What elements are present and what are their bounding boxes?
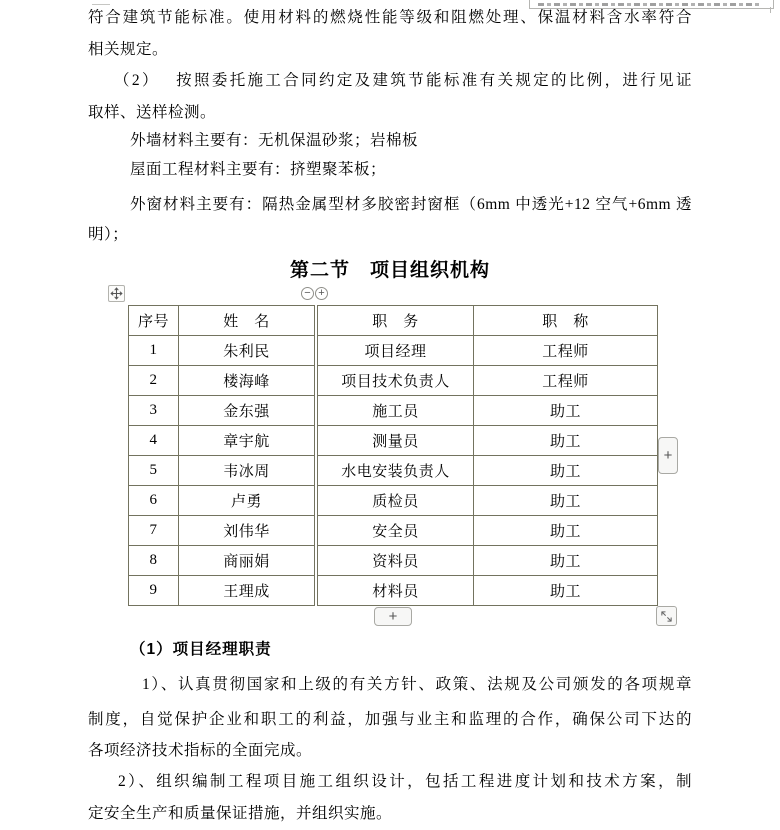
table-row: [318, 336, 658, 366]
table-row: [318, 396, 658, 426]
table-header-cell: 职 务: [318, 306, 474, 336]
table-row: [129, 366, 315, 396]
doc-line: 外墙材料主要有：无机保温砂浆；岩棉板: [130, 132, 419, 149]
table-cell: 助工: [474, 396, 658, 426]
table-cell: 金东强: [179, 396, 315, 426]
table-cell: 质检员: [318, 486, 474, 516]
table-move-handle[interactable]: [108, 285, 125, 302]
doc-line: 屋面工程材料主要有：挤塑聚苯板；: [130, 161, 387, 178]
cropped-panel-border: [770, 7, 771, 13]
add-column-button[interactable]: [658, 437, 678, 474]
table-resize-button[interactable]: [656, 606, 677, 626]
table-cell: 助工: [474, 516, 658, 546]
doc-line: 定安全生产和质量保证措施，并组织实施。: [88, 805, 393, 822]
sub-heading: （1）项目经理职责: [130, 641, 272, 658]
table-cell: 王理成: [179, 576, 315, 606]
doc-line: 制度，自觉保护企业和职工的利益，加强与业主和监理的合作，确保公司下达的: [88, 711, 692, 728]
collapse-column-button[interactable]: [301, 287, 314, 300]
table-cell: 助工: [474, 426, 658, 456]
doc-line: 外窗材料主要有：隔热金属型材多胶密封窗框（6mm 中透光+12 空气+6mm 透: [130, 196, 692, 213]
table-row: [318, 486, 658, 516]
table-cell: 韦冰周: [179, 456, 315, 486]
plus-icon: +: [388, 608, 398, 625]
table-cell: 刘伟华: [179, 516, 315, 546]
table-cell: 项目技术负责人: [318, 366, 474, 396]
doc-line: （2） 按照委托施工合同约定及建筑节能标准有关规定的比例，进行见证: [114, 72, 692, 89]
table-row: [129, 396, 315, 426]
table-cell: 章宇航: [179, 426, 315, 456]
table-header-cell: 序号: [129, 306, 179, 336]
doc-line: 1）、认真贯彻国家和上级的有关方针、政策、法规及公司颁发的各项规章: [142, 676, 692, 693]
table-cell: 材料员: [318, 576, 474, 606]
table-row: [129, 486, 315, 516]
table-cell: 工程师: [474, 366, 658, 396]
table-cell: 9: [129, 576, 179, 606]
table-cell: 2: [129, 366, 179, 396]
section-title: 第二节 项目组织机构: [289, 260, 490, 281]
expand-column-button[interactable]: [315, 287, 328, 300]
table-row: [318, 546, 658, 576]
plus-icon: +: [318, 287, 325, 299]
table-cell: 4: [129, 426, 179, 456]
minus-icon: −: [304, 287, 311, 299]
table-cell: 助工: [474, 456, 658, 486]
table-row: [318, 516, 658, 546]
table-cell: 施工员: [318, 396, 474, 426]
table-cell: 资料员: [318, 546, 474, 576]
doc-line: 相关规定。: [88, 41, 169, 58]
table-cell: 项目经理: [318, 336, 474, 366]
table-cell: 楼海峰: [179, 366, 315, 396]
table-cell: 8: [129, 546, 179, 576]
doc-line: 符合建筑节能标准。使用材料的燃烧性能等级和阻燃处理、保温材料含水率符合: [88, 9, 692, 26]
table-header-cell: 职 称: [474, 306, 658, 336]
table-row: [318, 456, 658, 486]
table-cell: 1: [129, 336, 179, 366]
table-row: [318, 366, 658, 396]
table-cell: 水电安装负责人: [318, 456, 474, 486]
plus-icon: +: [663, 447, 673, 464]
table-cell: 助工: [474, 576, 658, 606]
table-cell: 工程师: [474, 336, 658, 366]
table-cell: 朱利民: [179, 336, 315, 366]
table-cell: 助工: [474, 546, 658, 576]
org-table-left: [128, 305, 315, 606]
table-cell: 助工: [474, 486, 658, 516]
move-icon: [110, 287, 123, 300]
table-cell: 测量员: [318, 426, 474, 456]
table-row: [129, 516, 315, 546]
table-cell: 6: [129, 486, 179, 516]
doc-line: 各项经济技术指标的全面完成。: [88, 742, 313, 759]
table-row: [129, 426, 315, 456]
table-cell: 7: [129, 516, 179, 546]
table-row: [318, 576, 658, 606]
doc-line: 取样、送样检测。: [88, 104, 217, 121]
table-cell: 5: [129, 456, 179, 486]
table-row: [129, 546, 315, 576]
table-cell: 3: [129, 396, 179, 426]
table-row: [129, 576, 315, 606]
table-row: [129, 456, 315, 486]
table-cell: 安全员: [318, 516, 474, 546]
table-header-cell: 姓 名: [179, 306, 315, 336]
table-cell: 商丽娟: [179, 546, 315, 576]
doc-line: 2）、组织编制工程项目施工组织设计，包括工程进度计划和技术方案，制: [118, 773, 692, 790]
table-cell: 卢勇: [179, 486, 315, 516]
add-row-button[interactable]: [374, 607, 412, 626]
expand-diagonal-icon: [660, 610, 673, 623]
table-row: [129, 336, 315, 366]
doc-line: 明）；: [88, 226, 129, 243]
table-row: [318, 426, 658, 456]
org-table-right: [317, 305, 658, 606]
